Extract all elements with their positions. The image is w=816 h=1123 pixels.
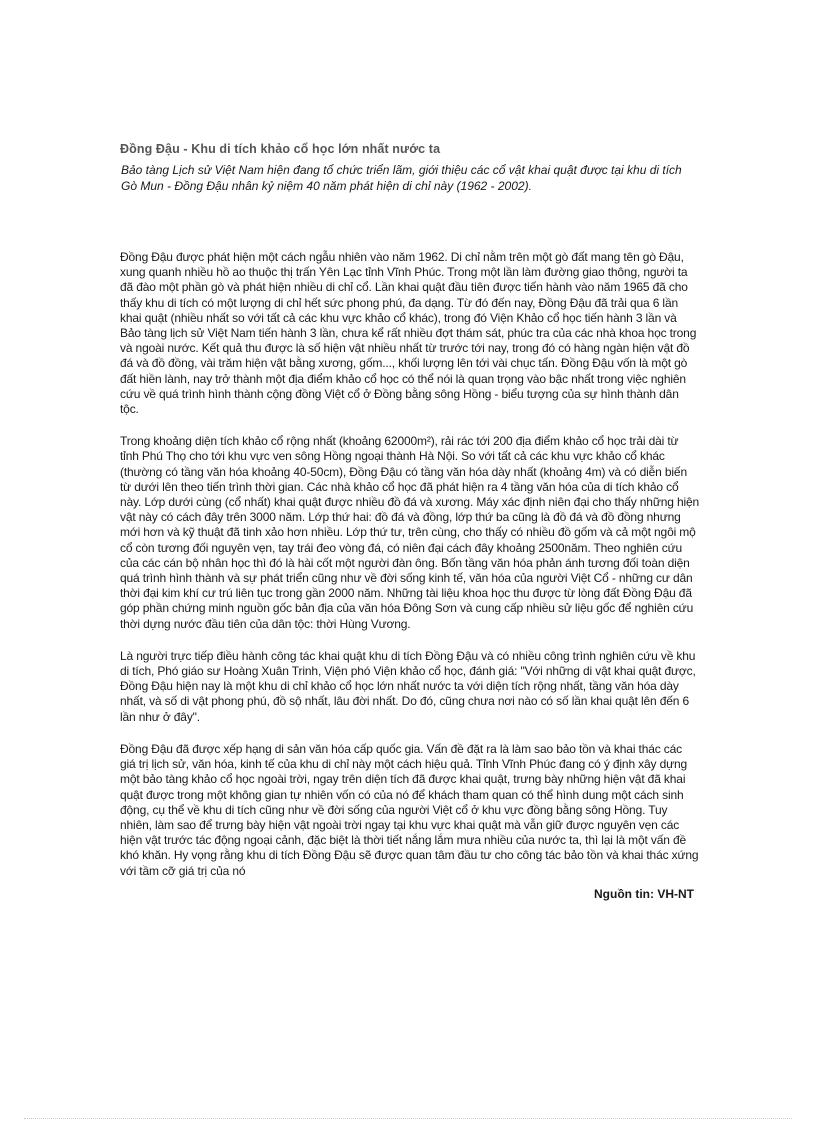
article-subtitle: Bảo tàng Lịch sử Việt Nam hiện đang tổ chức triển lãm, giới thiệu các cổ vật khai quật được tại khu di tích Gò Mun - Đồng Đậu nhân kỷ niệm 40 năm phát hiện di chỉ này (1962 - 2002).	[121, 163, 682, 193]
article-title: Đồng Đậu - Khu di tích khảo cổ học lớn nhất nước ta	[120, 142, 441, 156]
article-source: Nguồn tin: VH-NT	[594, 887, 694, 901]
paragraph-discovery: Đồng Đậu được phát hiện một cách ngẫu nhiên vào năm 1962. Di chỉ nằm trên một gò đất mang tên gò Đậu, xung quanh nhiều hồ ao thuộc thị trấn Yên Lạc tỉnh Vĩnh Phúc. Trong một lần làm đường giao thông, người ta đã đào một phần gò và phát hiện nhiều di chỉ cổ. Lần khai quật đầu tiên được tiến hành vào năm 1965 đã cho thấy khu di tích có một lượng di chỉ hết sức phong phú, đa dạng. Từ đó đến nay, Đồng Đậu đã trải qua 6 lần khai quật (nhiều nhất so với tất cả các khu vực khảo cổ khác), trong đó Viện Khảo cổ học tiến hành 3 lần và Bảo tàng lịch sử Việt Nam tiến hành 3 lần, chưa kể rất nhiều đợt thám sát, phúc tra của các nhà khoa học trong và ngoài nước. Kết quả thu được là số hiện vật nhiều nhất từ trước tới nay, trong đó có hàng ngàn hiện vật đồ đá và đồ đồng, vài trăm hiện vật bằng xương, gốm..., khối lượng lên tới vài chục tấn. Đồng Đậu vốn là một gò đất hiền lành, nay trở thành một địa điểm khảo cổ học có thể nói là quan trọng vào bậc nhất trong việc nghiên cứu về quá trình hình thành cộng đồng Việt cổ ở Đồng bằng sông Hồng - biểu tượng của sự hình thành dân tộc.	[120, 250, 697, 417]
paragraph-expert-assessment: Là người trực tiếp điều hành công tác khai quật khu di tích Đồng Đậu và có nhiều công trình nghiên cứu về khu di tích, Phó giáo sư Hoàng Xuân Trinh, Viện phó Viện khảo cổ học, đánh giá: "Với những di vật khai quật được, Đồng Đậu hiện nay là một khu di chỉ khảo cổ học lớn nhất nước ta với diện tích rộng nhất, tầng văn hóa dày nhất, và số di vật phong phú, đồ sộ nhất, lâu đời nhất. Do đó, cũng chưa nơi nào có số lần khai quật lên đến 6 lần như ở đây".	[120, 648, 696, 724]
paragraph-preservation: Đồng Đậu đã được xếp hạng di sản văn hóa cấp quốc gia. Vấn đề đặt ra là làm sao bảo tồn và khai thác các giá trị lịch sử, văn hóa, kinh tế của khu di chỉ này một cách hiệu quả. Tỉnh Vĩnh Phúc đang có ý định xây dựng một bảo tàng khảo cổ học ngoài trời, ngay trên diện tích đã được khai quật, trưng bày những hiện vật đã khai quật được trong một không gian tự nhiên vốn có của nó để khách tham quan có thể hình dung một cách sinh động, cụ thể về khu di tích cũng như về đời sống của người Việt cổ ở khu vực đồng bằng sông Hồng. Tuy nhiên, làm sao để trưng bày hiện vật ngoài trời ngay tại khu vực khai quật mà vẫn giữ được nguyên vẹn các hiện vật trước tác động ngoại cảnh, đặc biệt là thời tiết nắng lắm mưa nhiều của nước ta, thì lại là một vấn đề khó khăn. Hy vọng rằng khu di tích Đồng Đậu sẽ được quan tâm đầu tư cho công tác bảo tồn và khai thác xứng với tầm cỡ giá trị của nó	[120, 741, 699, 878]
page-bottom-divider	[24, 1118, 792, 1119]
article-body	[120, 250, 700, 896]
paragraph-cultural-layers: Trong khoảng diện tích khảo cổ rộng nhất (khoảng 62000m²), rải rác tới 200 địa điểm khảo cổ học trải dài từ tỉnh Phú Thọ cho tới khu vực ven sông Hồng ngoại thành Hà Nội. So với tất cả các khu vực khảo cổ khác (thường có tầng văn hóa khoảng 40-50cm), Đồng Đậu có tầng văn hóa dày nhất (khoảng 4m) và có diễn biến từ dưới lên theo tiến trình thời gian. Các nhà khảo cổ học đã phát hiện ra 4 tầng văn hóa của di tích khảo cổ này. Lớp dưới cùng (cổ nhất) khai quật được nhiều đồ đá và xương. Máy xác định niên đại cho thấy những hiện vật này có cách đây trên 3000 năm. Lớp thứ hai: đồ đá và đồng, lớp thứ ba cũng là đồ đá và đồ đồng nhưng mới hơn và kỹ thuật đã tinh xảo hơn nhiều. Lớp thứ tư, trên cùng, cho thấy có nhiều đồ gốm và cả một ngôi mộ cổ còn tương đối nguyên vẹn, tay trái đeo vòng đá, có niên đại cách đây khoảng 2500năm. Theo nghiên cứu của các cán bộ nhân học thì đó là hài cốt một người đàn ông. Bốn tầng văn hóa phản ánh tương đối toàn diện quá trình hình thành và sự phát triển cũng như về đời sống kinh tế, văn hóa của người Việt Cổ - những cư dân thời đại kim khí cư trú liên tục trong gần 2000 năm. Những tài liệu khoa học thu được từ lòng đất Đồng Đậu đã góp phần chứng minh nguồn gốc bản địa của văn hóa Đông Sơn và cung cấp nhiều sử liệu gốc để nghiên cứu thời dựng nước đầu tiên của dân tộc: thời Hùng Vương.	[120, 434, 700, 631]
